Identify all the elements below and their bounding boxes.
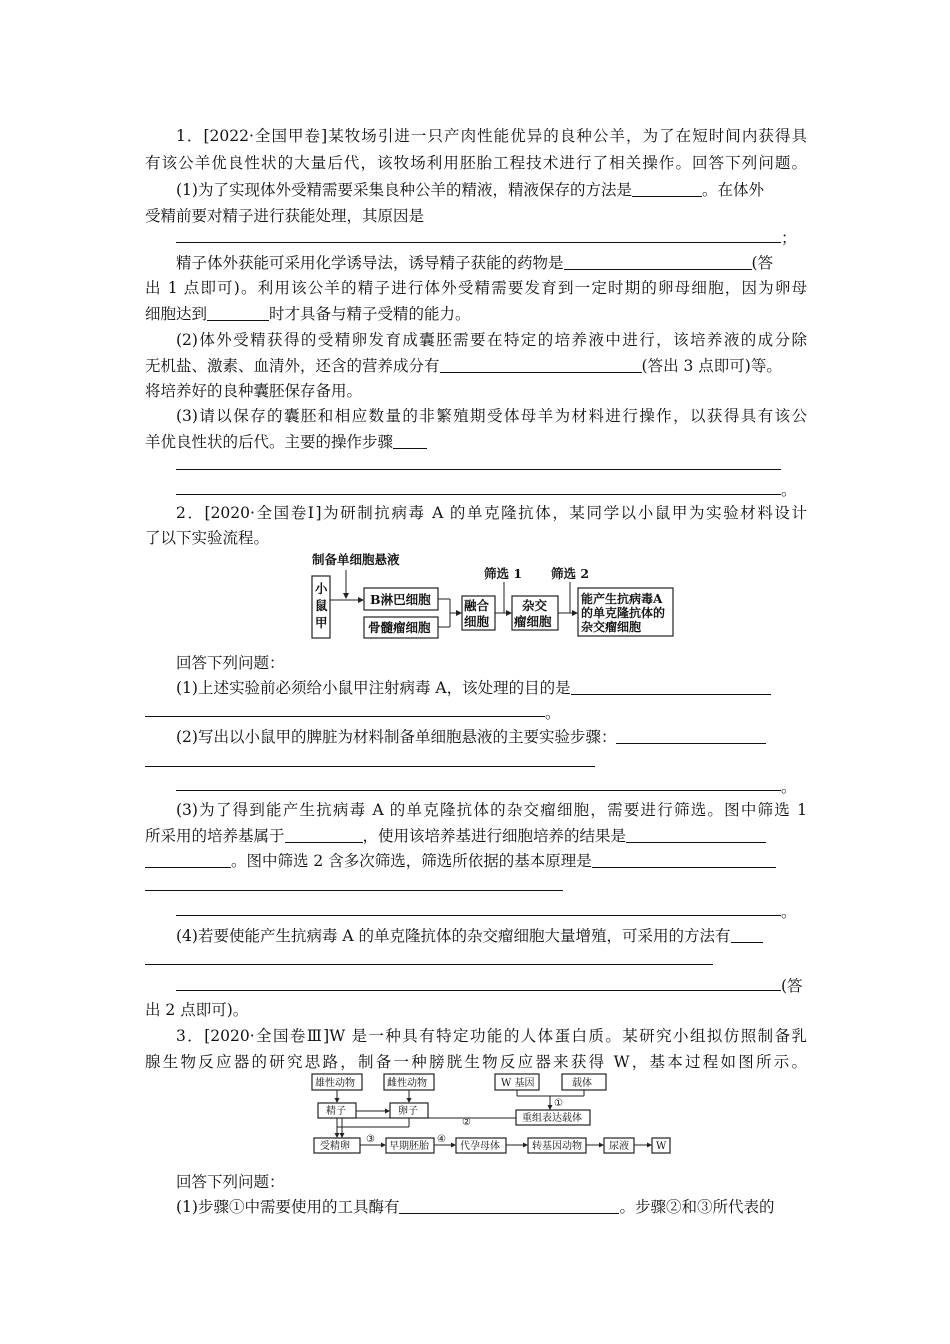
q2-answer-intro: 回答下列问题： — [176, 654, 285, 672]
answer-line[interactable] — [176, 915, 781, 916]
arrow-head — [340, 1133, 345, 1138]
arrow-head — [451, 1143, 456, 1148]
step-1-marker: ① — [554, 1098, 563, 1109]
arrow-head — [358, 597, 364, 603]
fused-label: 融合 — [464, 598, 490, 613]
zygote-label: 受精卵 — [320, 1141, 350, 1152]
answer-line[interactable] — [176, 242, 781, 243]
step-2-marker: ② — [462, 1117, 471, 1128]
final-label: 能产生抗病毒A — [581, 592, 663, 606]
q1-line-1: 1．[2022·全国甲卷]某牧场引进一只产肉性能优异的良种公羊，为了在短时间内获得具 — [176, 127, 807, 145]
urine-label: 尿液 — [609, 1141, 629, 1152]
answer-blank[interactable] — [616, 728, 766, 744]
hybridoma-label: 杂交 — [522, 598, 548, 613]
screen-2-label: 筛选 2 — [551, 566, 590, 581]
answer-blank[interactable] — [399, 1198, 619, 1214]
q1-part3-line-2: 羊优良性状的后代。主要的操作步骤 — [145, 432, 427, 452]
q3-line-2: 腺生物反应器的研究思路，制备一种膀胱生物反应器来获得 W，基本过程如图所示。 — [145, 1053, 807, 1071]
q1-line-8: 细胞达到 时才具备与精子受精的能力。 — [145, 305, 471, 323]
answer-blank[interactable] — [592, 852, 776, 868]
arrow-head — [647, 1143, 652, 1148]
myeloma-label: 骨髓瘤细胞 — [368, 620, 431, 635]
transgenic-label: 转基因动物 — [532, 1141, 582, 1152]
answer-blank[interactable] — [626, 827, 766, 843]
q1-line-2: 有该公羊优良性状的大量后代，该牧场利用胚胎工程技术进行了相关操作。回答下列问题。 — [145, 154, 807, 172]
q2-part2: (2)写出以小鼠甲的脾脏为材料制备单细胞悬液的主要实验步骤： — [176, 727, 766, 747]
answer-blank[interactable] — [393, 433, 427, 449]
q1-line-4: 受精前要对精子进行获能处理，其原因是 — [145, 207, 425, 225]
q2-line-2: 了以下实验流程。 — [145, 529, 270, 547]
answer-line[interactable] — [176, 790, 781, 791]
answer-blank[interactable] — [731, 927, 763, 943]
q1-line-7: 出 1 点即可)。利用该公羊的精子进行体外受精需要发育到一定时期的卵母细胞，因为卵母 — [145, 279, 807, 297]
arrow-head — [381, 1143, 386, 1148]
arrow-head — [335, 1098, 340, 1103]
final-label: 的单克隆抗体的 — [581, 606, 666, 620]
surrogate-label: 代孕母体 — [460, 1141, 500, 1152]
period: 。 — [781, 778, 797, 796]
recombinant-label: 重组表达载体 — [522, 1113, 582, 1124]
q2-part4-line-1: (4)若要使能产生抗病毒 A 的单克隆抗体的杂交瘤细胞大量增殖，可采用的方法有 — [176, 926, 763, 946]
answer-line[interactable] — [145, 716, 545, 717]
female-label: 雌性动物 — [387, 1078, 427, 1089]
answer-blank[interactable] — [207, 305, 269, 321]
step-4-marker: ④ — [437, 1134, 446, 1145]
answer-blank[interactable] — [571, 679, 771, 695]
period: 。 — [545, 704, 561, 722]
q1-part1-line: (1)为了实现体外受精需要采集良种公羊的精液，精液保存的方法是 。在体外 — [176, 181, 764, 199]
arrow-head — [456, 610, 462, 616]
q3-answer-intro: 回答下列问题： — [176, 1173, 285, 1191]
arrow-head — [548, 1105, 553, 1110]
answer-line[interactable] — [176, 494, 781, 495]
semicolon: ； — [781, 229, 797, 247]
final-label: 杂交瘤细胞 — [581, 620, 642, 634]
arrow-head — [385, 1109, 390, 1114]
answer-blank[interactable] — [440, 357, 642, 373]
arrow-head — [572, 610, 578, 616]
q1-part2-line-1: (2)体外受精获得的受精卵发育成囊胚需要在特定的培养液中进行，该培养液的成分除 — [176, 331, 807, 349]
arrow-head — [599, 1143, 604, 1148]
q2-part3-line-1: (3)为了得到能产生抗病毒 A 的单克隆抗体的杂交瘤细胞，需要进行筛选。图中筛选 1 — [176, 801, 807, 819]
answer-line[interactable] — [145, 890, 563, 891]
period: 。 — [781, 903, 797, 921]
answer-line[interactable] — [176, 990, 781, 991]
egg-label: 卵子 — [398, 1106, 418, 1117]
q2-line-1: 2．[2020·全国卷Ⅰ]为研制抗病毒 A 的单克隆抗体，某同学以小鼠甲为实验材料设计 — [176, 504, 807, 522]
period: 。 — [781, 481, 797, 499]
step-3-marker: ③ — [366, 1134, 375, 1145]
arrow-head — [407, 1098, 412, 1103]
q2-part3-line-3: 。图中筛选 2 含多次筛选，筛选所依据的基本原理是 — [145, 851, 776, 871]
arrow-head — [523, 1143, 528, 1148]
q3-line-1: 3．[2020·全国卷Ⅲ]W 是一种具有特定功能的人体蛋白质。某研究小组拟仿照制备乳 — [176, 1027, 807, 1045]
mouse-char: 甲 — [315, 615, 328, 630]
screen-1-label: 筛选 1 — [484, 566, 523, 581]
hybridoma-label: 瘤细胞 — [514, 614, 552, 629]
q1-part2-line-2: 无机盐、激素、血清外，还含的营养成分有 (答出 3 点即可)等。 — [145, 357, 782, 375]
q3-part1: (1)步骤①中需要使用的工具酶有 。步骤②和③所代表的 — [176, 1198, 775, 1216]
mouse-char: 小 — [315, 581, 328, 596]
hybridoma-flow-diagram — [300, 548, 690, 648]
vector-label: 载体 — [572, 1078, 592, 1089]
male-label: 雄性动物 — [315, 1078, 355, 1089]
answer-blank[interactable] — [145, 852, 231, 868]
q1-part3-line-1: (3)请以保存的囊胚和相应数量的非繁殖期受体母羊为材料进行操作，以获得具有该公 — [176, 407, 807, 425]
bioreactor-flow-diagram — [300, 1070, 680, 1155]
w-gene-label: W 基因 — [501, 1078, 535, 1089]
q2-part4-line-3: 出 2 点即可)。 — [145, 1001, 249, 1019]
embryo-label: 早期胚胎 — [389, 1141, 429, 1152]
answer-blank[interactable] — [285, 827, 363, 843]
answer-blank[interactable] — [632, 181, 702, 197]
q1-part2-line-3: 将培养好的良种囊胚保存备用。 — [145, 382, 363, 400]
answer-line[interactable] — [145, 964, 713, 965]
part4-tail: (答 — [781, 977, 803, 995]
q2-part3-line-2: 所采用的培养基属于 ，使用该培养基进行细胞培养的结果是 — [145, 826, 766, 846]
w-label: W — [656, 1141, 667, 1152]
sperm-label: 精子 — [326, 1106, 346, 1117]
answer-line[interactable] — [145, 766, 595, 767]
arrow-head — [506, 610, 512, 616]
answer-line[interactable] — [176, 469, 781, 470]
arrow-head — [343, 593, 349, 599]
mouse-char: 鼠 — [315, 598, 328, 613]
b-cell-label: B淋巴细胞 — [370, 592, 431, 607]
answer-blank[interactable] — [564, 254, 752, 270]
arrow-head — [335, 1133, 340, 1138]
q2-part1: (1)上述实验前必须给小鼠甲注射病毒 A，该处理的目的是 — [176, 678, 771, 698]
fused-label: 细胞 — [464, 614, 490, 629]
diagram-label-suspension: 制备单细胞悬液 — [312, 552, 400, 567]
q1-line-6: 精子体外获能可采用化学诱导法，诱导精子获能的药物是 (答 — [176, 254, 774, 272]
